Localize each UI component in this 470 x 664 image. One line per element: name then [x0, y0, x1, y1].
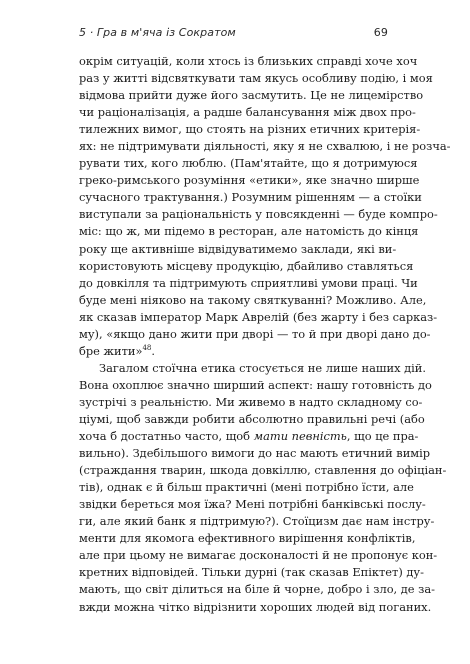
text-line: користовують місцеву продукцію, дбайливо ставляться: [79, 258, 414, 273]
text-line: тів), однак є й більш практичні (мені потрібно їсти, але: [79, 480, 414, 495]
text-line: кретних відповідей. Тільки дурні (так сказав Епіктет) ду-: [79, 565, 424, 580]
text-line: сучасного трактування.) Розумним рішенням — а стоїки: [79, 190, 422, 205]
text-line: [79, 428, 419, 445]
text-line: зустрічі з реальністю. Ми живемо в надто складному со-: [79, 394, 423, 409]
running-header: [79, 26, 388, 39]
text-line: вильно). Здебільшого вимоги до нас мають етичний вимір: [79, 446, 431, 461]
text-line: бре жити»$^{48}$.: [79, 343, 155, 358]
text-line: мають, що світ ділиться на біле й чорне, добро і зло, де за-: [79, 582, 436, 597]
text-line: рувати тих, кого люблю. (Пам'ятайте, що я дотримуюся: [79, 156, 418, 171]
text-line: тилежних вимог, що стоять на різних етичних критерія-: [79, 122, 421, 137]
footnote-marker[interactable]: 48: [142, 344, 152, 352]
text-line: ях: не підтримувати діяльності, яку я не схвалюю, і не розча-: [79, 139, 451, 154]
text-line: року ще активніше відвідуватимемо заклади, які ви-: [79, 241, 397, 256]
text-line: (страждання тварин, шкода довкіллю, ставлення до офіціан-: [79, 463, 447, 478]
text-line: відмова прийти дуже його засмутить. Це не лицемірство: [79, 88, 424, 103]
running-title: 5 · Гра в м'яча із Сократом: [79, 26, 236, 39]
text-line: вжди можна чітко відрізнити хороших людей від поганих.: [79, 599, 432, 614]
text-line: буде мені ніяково на такому святкуванні? Можливо. Але,: [79, 292, 427, 307]
sentence-end: .: [151, 343, 155, 358]
text-line: менти для якомога ефективного вирішення конфліктів,: [79, 531, 416, 546]
text-line: окрім ситуацій, коли хтось із близьких справді хоче хоч: [79, 54, 418, 68]
text-line: міс: що ж, ми підемо в ресторан, але натомість до кінця: [79, 224, 419, 239]
paragraph-1: [79, 53, 451, 360]
text-line: до довкілля та підтримують сприятливі умови праці. Чи: [79, 275, 418, 290]
text-line: виступали за раціональність у повсякденні — буде компро-: [79, 207, 438, 222]
paragraph-2: [79, 360, 447, 616]
page-number: 69: [373, 26, 388, 39]
text-line: ги, але який банк я підтримую?). Стоїцизм дає нам інстру-: [79, 514, 435, 529]
text-line: му), «якщо дано жити при дворі — то й при дворі дано до-: [79, 326, 431, 341]
text-run: хоча б достатньо часто, щоб: [79, 429, 254, 444]
text-run: , що це пра-: [346, 429, 419, 444]
body-text: [79, 53, 451, 616]
text-line: чи раціоналізація, а радше балансування між двох про-: [79, 105, 416, 120]
text-line: але при цьому не вимагає досконалості й не пропонує кон-: [79, 548, 438, 563]
text-line: греко-римського розуміння «етики», яке значно ширше: [79, 173, 420, 188]
text-line: раз у житті відсвяткувати там якусь особливу подію, і моя: [79, 71, 433, 86]
text-line: Загалом стоїчна етика стосується не лише наших дій.: [99, 360, 427, 375]
emphasis-text: мати певність: [253, 429, 347, 444]
text-line: як сказав імператор Марк Аврелій (без жарту і без сарказ-: [79, 309, 438, 324]
text-line: звідки береться моя їжа? Мені потрібні банківські послу-: [79, 497, 426, 512]
text-line: ціумі, щоб завжди робити абсолютно правильні речі (або: [79, 411, 425, 426]
text-line: Вона охоплює значно ширший аспект: нашу готовність до: [79, 377, 432, 392]
